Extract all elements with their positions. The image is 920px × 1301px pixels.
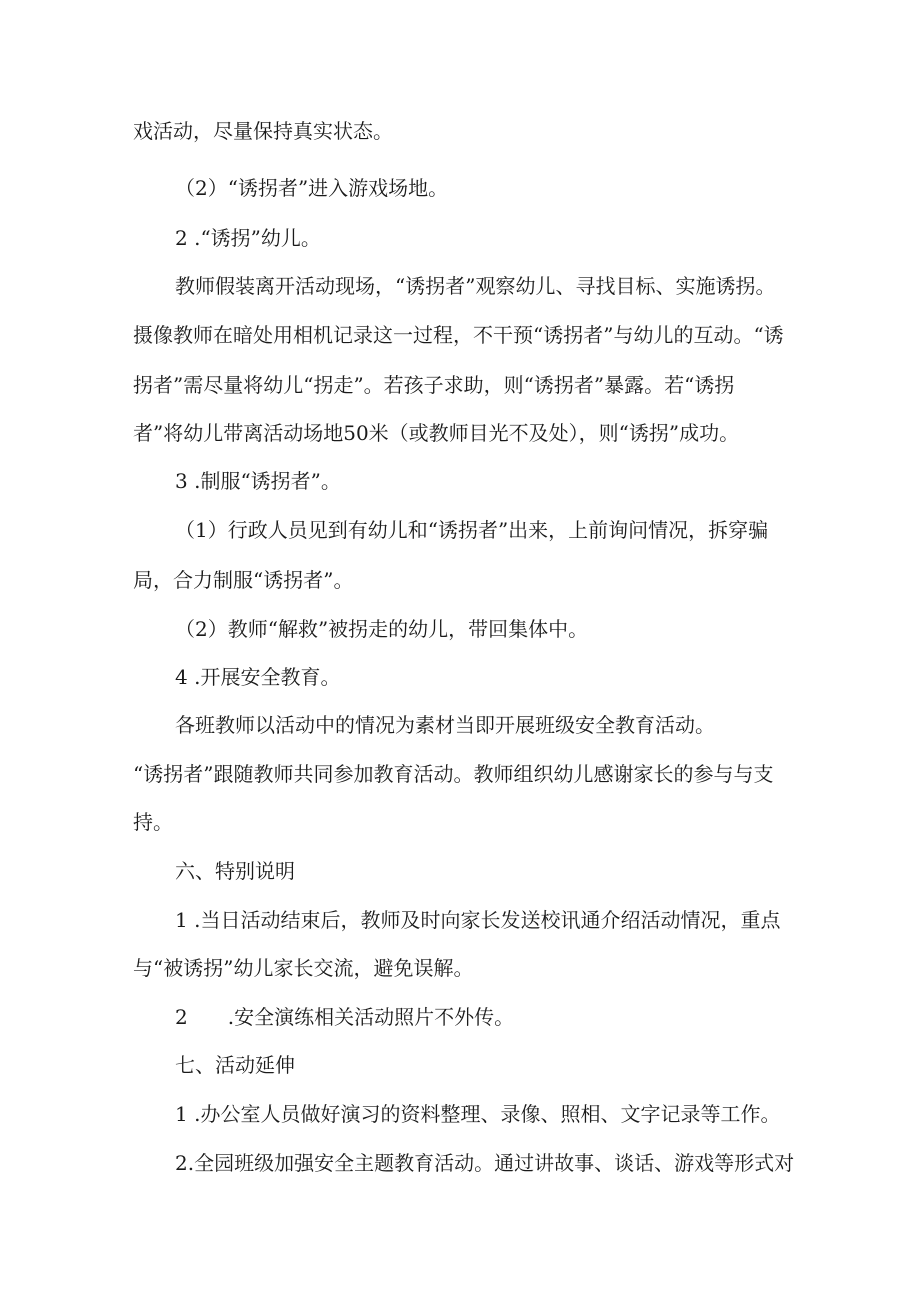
item-text: .安全演练相关活动照片不外传。 xyxy=(227,1005,515,1029)
text-line: 拐者”需尽量将幼儿“拐走”。若孩子求助，则“诱拐者”暴露。若“诱拐 xyxy=(133,373,735,397)
numbered-item: 1 .当日活动结束后，教师及时向家长发送校讯通介绍活动情况，重点 xyxy=(175,908,781,932)
text-line: （2）教师“解救”被拐走的幼儿，带回集体中。 xyxy=(175,617,589,641)
text-line: “诱拐者”跟随教师共同参加教育活动。教师组织幼儿感谢家长的参与与支 xyxy=(133,762,774,786)
numbered-item: 2 .“诱拐”幼儿。 xyxy=(175,226,321,250)
numbered-item xyxy=(175,1003,514,1031)
section-heading: 七、活动延伸 xyxy=(175,1053,295,1077)
numbered-item: 2.全园班级加强安全主题教育活动。通过讲故事、谈话、游戏等形式对 xyxy=(175,1151,795,1175)
text-line: 与“被诱拐”幼儿家长交流，避免误解。 xyxy=(133,956,474,980)
text-line: 持。 xyxy=(133,810,173,834)
text-line: （2）“诱拐者”进入游戏场地。 xyxy=(175,176,449,200)
section-heading: 六、特别说明 xyxy=(175,859,295,883)
text-line: 摄像教师在暗处用相机记录这一过程，不干预“诱拐者”与幼儿的互动。“诱 xyxy=(133,323,784,347)
numbered-item: 1 .办公室人员做好演习的资料整理、录像、照相、文字记录等工作。 xyxy=(175,1102,781,1126)
numbered-item: 4 .开展安全教育。 xyxy=(175,665,341,689)
numbered-item: 3 .制服“诱拐者”。 xyxy=(175,469,341,493)
item-number: 2 xyxy=(175,1005,188,1029)
text-line: 教师假装离开活动现场，“诱拐者”观察幼儿、寻找目标、实施诱拐。 xyxy=(175,274,776,298)
text-line: 者”将幼儿带离活动场地50米（或教师目光不及处），则“诱拐”成功。 xyxy=(133,421,740,445)
text-line: 各班教师以活动中的情况为素材当即开展班级安全教育活动。 xyxy=(175,713,715,737)
text-line: 戏活动，尽量保持真实状态。 xyxy=(133,119,393,143)
text-line: （1）行政人员见到有幼儿和“诱拐者”出来，上前询问情况，拆穿骗 xyxy=(175,518,769,542)
text-line: 局，合力制服“诱拐者”。 xyxy=(133,568,354,592)
